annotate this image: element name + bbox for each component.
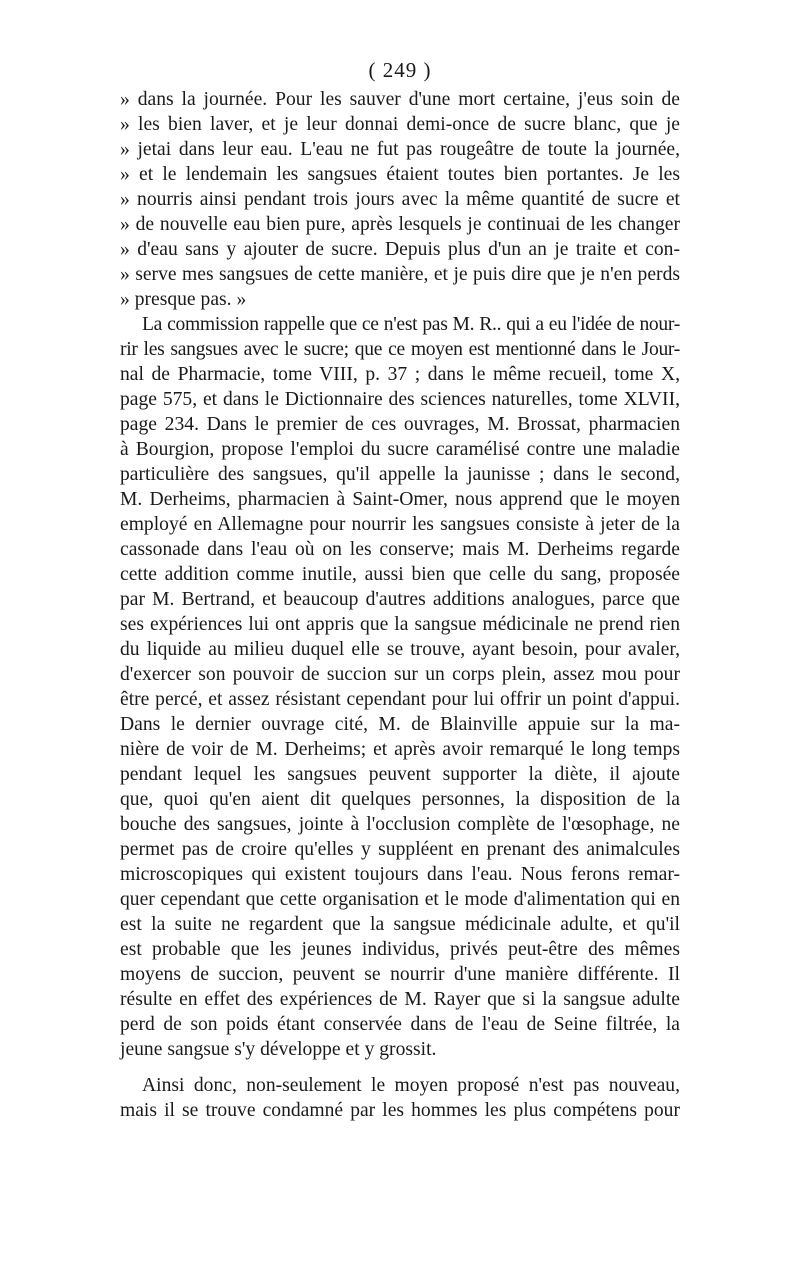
- text-line: nière de voir de M. Derheims; et après avoir remarqué le long temps: [120, 739, 680, 760]
- text-line: cassonade dans l'eau où on les conserve; mais M. Derheims regarde: [120, 539, 680, 560]
- text-line: ses expériences lui ont appris que la sangsue médicinale ne prend rien: [120, 614, 680, 635]
- text-line: rir les sangsues avec le sucre; que ce moyen est mentionné dans le Jour-: [120, 339, 680, 360]
- text-line: pendant lequel les sangsues peuvent supporter la diète, il ajoute: [120, 764, 680, 785]
- text-line: microscopiques qui existent toujours dans l'eau. Nous ferons remar-: [120, 864, 680, 885]
- text-line: jeune sangsue s'y développe et y grossit.: [120, 1039, 437, 1060]
- text-line: perd de son poids étant conservée dans de l'eau de Seine filtrée, la: [120, 1014, 680, 1035]
- text-line: page 575, et dans le Dictionnaire des sciences naturelles, tome XLVII,: [120, 389, 680, 410]
- text-line: être percé, et assez résistant cependant pour lui offrir un point d'appui.: [120, 689, 680, 710]
- text-line: est probable que les jeunes individus, privés peut-être des mêmes: [120, 939, 680, 960]
- text-line: moyens de succion, peuvent se nourrir d'une manière différente. Il: [120, 964, 680, 985]
- text-line: » jetai dans leur eau. L'eau ne fut pas rougeâtre de toute la journée,: [120, 139, 680, 160]
- text-line: » les bien laver, et je leur donnai demi-once de sucre blanc, que je: [120, 114, 680, 135]
- page-number: ( 249 ): [368, 58, 432, 82]
- paragraph-quote-continuation: [120, 87, 680, 312]
- text-line: permet pas de croire qu'elles y suppléent en prenant des animalcules: [120, 839, 680, 860]
- text-line: » de nouvelle eau bien pure, après lesquels je continuai de les changer: [120, 214, 680, 235]
- text-line: La commission rappelle que ce n'est pas M. R.. qui a eu l'idée de nour-: [142, 314, 680, 335]
- text-line: employé en Allemagne pour nourrir les sangsues consiste à jeter de la: [120, 514, 680, 535]
- text-line: particulière des sangsues, qu'il appelle la jaunisse ; dans le second,: [120, 464, 680, 485]
- text-line: Ainsi donc, non-seulement le moyen proposé n'est pas nouveau,: [142, 1075, 680, 1096]
- text-line: mais il se trouve condamné par les hommes les plus compétens pour: [120, 1100, 680, 1121]
- text-line: du liquide au milieu duquel elle se trouve, ayant besoin, pour avaler,: [120, 639, 680, 660]
- paragraph-commission: [120, 312, 680, 1062]
- text-line: nal de Pharmacie, tome VIII, p. 37 ; dans le même recueil, tome X,: [120, 364, 680, 385]
- text-line: à Bourgion, propose l'emploi du sucre caramélisé contre une maladie: [120, 439, 680, 460]
- text-line: que, quoi qu'en aient dit quelques personnes, la disposition de la: [120, 789, 680, 810]
- body-text: [120, 87, 680, 1123]
- text-line: par M. Bertrand, et beaucoup d'autres additions analogues, parce que: [120, 589, 680, 610]
- text-line: est la suite ne regardent que la sangsue médicinale adulte, et qu'il: [120, 914, 680, 935]
- text-line: d'exercer son pouvoir de succion sur un corps plein, assez mou pour: [120, 664, 680, 685]
- text-line: bouche des sangsues, jointe à l'occlusion complète de l'œsophage, ne: [120, 814, 680, 835]
- text-line: » dans la journée. Pour les sauver d'une mort certaine, j'eus soin de: [120, 89, 680, 110]
- text-line: résulte en effet des expériences de M. Rayer que si la sangsue adulte: [120, 989, 680, 1010]
- text-line: » et le lendemain les sangsues étaient toutes bien portantes. Je les: [120, 164, 680, 185]
- text-line: » d'eau sans y ajouter de sucre. Depuis plus d'un an je traite et con-: [120, 239, 680, 260]
- paragraph-conclusion: [120, 1073, 680, 1123]
- text-line: page 234. Dans le premier de ces ouvrages, M. Brossat, pharmacien: [120, 414, 680, 435]
- text-line: M. Derheims, pharmacien à Saint-Omer, nous apprend que le moyen: [120, 489, 680, 510]
- text-line: » nourris ainsi pendant trois jours avec la même quantité de sucre et: [120, 189, 680, 210]
- text-line: » serve mes sangsues de cette manière, et je puis dire que je n'en perds: [120, 264, 680, 285]
- paragraph-gap: [120, 1062, 680, 1073]
- text-line: » presque pas. »: [120, 289, 247, 310]
- text-line: quer cependant que cette organisation et le mode d'alimentation qui en: [120, 889, 680, 910]
- text-line: cette addition comme inutile, aussi bien que celle du sang, proposée: [120, 564, 680, 585]
- text-line: Dans le dernier ouvrage cité, M. de Blainville appuie sur la ma-: [120, 714, 680, 735]
